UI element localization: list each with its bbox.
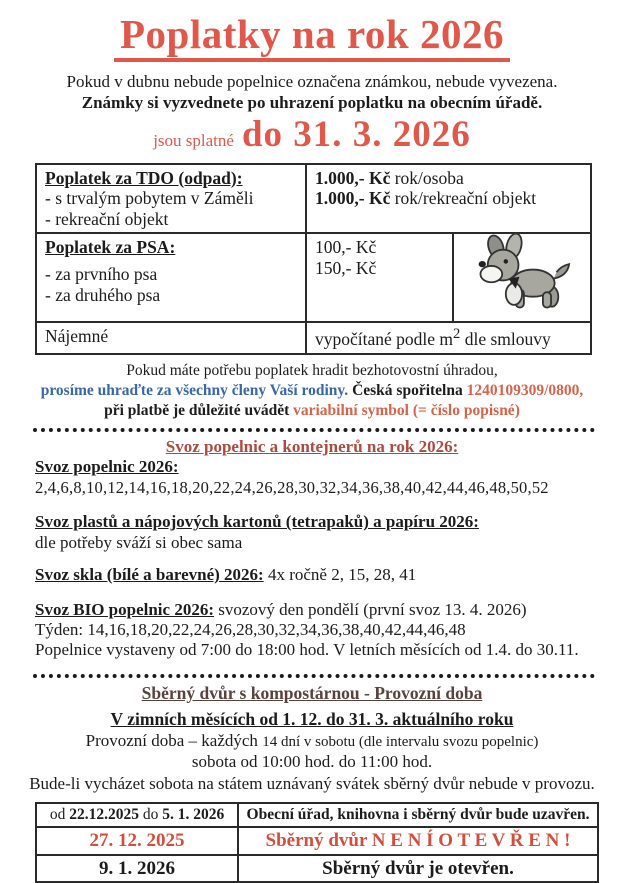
closure-row-1 [36,803,598,827]
yard-line-2: sobota od 10:00 hod. do 11:00 hod. [191,752,433,772]
popelnice-weeks: 2,4,6,8,10,12,14,16,18,20,22,24,26,28,30,32,34,36,38,40,42,44,46,48,50,52 [35,478,549,498]
yard-line-3: Bude-li vycházet sobota na státem uznávaný svátek sběrný dvůr nebude v provozu. [29,773,595,793]
tdo-label-cell [36,164,306,234]
yard-winter-heading: V zimních měsících od 1. 12. do 31. 3. aktuálního roku [110,708,514,729]
dotted-separator-1 [33,428,595,432]
fees-table [35,163,592,355]
dog-image-cell [453,233,591,322]
psa-row2-label: - za druhého psa [45,284,161,305]
due-line [0,113,624,155]
tdo-price-cell [306,164,591,234]
tdo-row1-price: 1.000,- Kč rok/osoba [315,167,464,188]
closure-row-2 [36,827,598,855]
closure-row3-info: Sběrný dvůr je otevřen. [238,855,598,883]
popelnice-heading: Svoz popelnic 2026: [35,457,179,476]
plasty-note: dle potřeby sváží si obec sama [35,532,243,552]
fees-row-najemne [36,322,591,353]
psa-row2-price: 150,- Kč [315,258,377,279]
bio-weeks: Týden: 14,16,18,20,22,24,26,28,30,32,34,36,38,40,42,44,46,48 [35,619,466,639]
payment-note [0,361,624,421]
dotted-separator-2 [33,674,595,678]
bio-hours: Popelnice vystaveny od 7:00 do 18:00 hod. V letních měsících od 1.4. do 30.11. [35,640,579,660]
page-title: Poplatky na rok 2026 [114,13,510,62]
najemne-value-cell: vypočítané podle $m^2$ dle smlouvy [306,322,591,353]
bio-line: Svoz BIO popelnic 2026: svozový den pondělí (první svoz 13. 4. 2026) [35,599,527,619]
collection-heading: Svoz popelnic a kontejnerů na rok 2026: [165,437,459,456]
intro-line-2: Známky si vyzvednete po uhrazení poplatku na obecním úřadě. [81,93,543,113]
fees-row-psa [36,233,591,322]
yard-line-1: Provozní doba – každých 14 dní v sobotu (dle intervalu svozu popelnic) [85,730,539,750]
due-date: do 31. 3. 2026 [241,113,471,155]
closure-row-3 [36,855,598,883]
header [0,0,624,62]
closure-row3-date: 9. 1. 2026 [36,855,238,883]
payment-note-line3: při platbě je důležité uvádět variabilní symbol (= číslo popisné) [104,401,520,419]
tdo-row2-price: 1.000,- Kč rok/rekreační objekt [315,188,537,209]
closure-row2-info: Sběrný dvůr N E N Í O T E V Ř E N ! [238,827,598,855]
tdo-row1-label: - s trvalým pobytem v Záměli [45,188,254,209]
intro-text [0,71,624,114]
psa-row1-price: 100,- Kč [315,237,377,258]
psa-row1-label: - za prvního psa [45,264,158,285]
psa-label-cell [36,233,306,322]
closure-row2-date: 27. 12. 2025 [36,827,238,855]
psa-heading: Poplatek za PSA: [45,237,176,258]
psa-price-cell [306,233,453,322]
due-prefix: jsou splatné [153,130,234,150]
payment-note-account-number: 1240109309/0800, [466,381,584,399]
yard-heading: Sběrný dvůr s kompostárnou - Provozní doba [141,682,483,703]
tdo-heading: Poplatek za TDO (odpad): [45,167,243,188]
fees-row-tdo [36,164,591,234]
payment-note-bank-name: Česká spořitelna [348,381,467,399]
dog-clipart-image [467,237,579,313]
payment-note-variable-symbol: variabilní symbol (= číslo popisné) [293,401,520,419]
closure-row1-date: od 22.12.2025 do 5. 1. 2026 [36,803,238,827]
intro-line-1: Pokud v dubnu nebude popelnice označena známkou, nebude vyvezena. [66,72,558,92]
payment-note-blue-text: prosíme uhraďte za všechny členy Vaší rodiny. [40,381,349,399]
superscript-2: 2 [453,326,461,343]
payment-note-line2 [0,381,624,401]
najemne-label-cell: Nájemné [36,322,306,353]
closure-table [35,802,599,883]
closure-row1-info: Obecní úřad, knihovna i sběrný dvůr bude uzavřen. [238,803,598,827]
sklo-line: Svoz skla (bílé a barevné) 2026: 4x ročně 2, 15, 28, 41 [35,565,417,585]
plasty-heading: Svoz plastů a nápojových kartonů (tetrapaků) a papíru 2026: [35,512,479,532]
tdo-row2-label: - rekreační objekt [45,208,169,229]
payment-note-line1: Pokud máte potřebu poplatek hradit bezhotovostní úhradou, [126,361,498,379]
